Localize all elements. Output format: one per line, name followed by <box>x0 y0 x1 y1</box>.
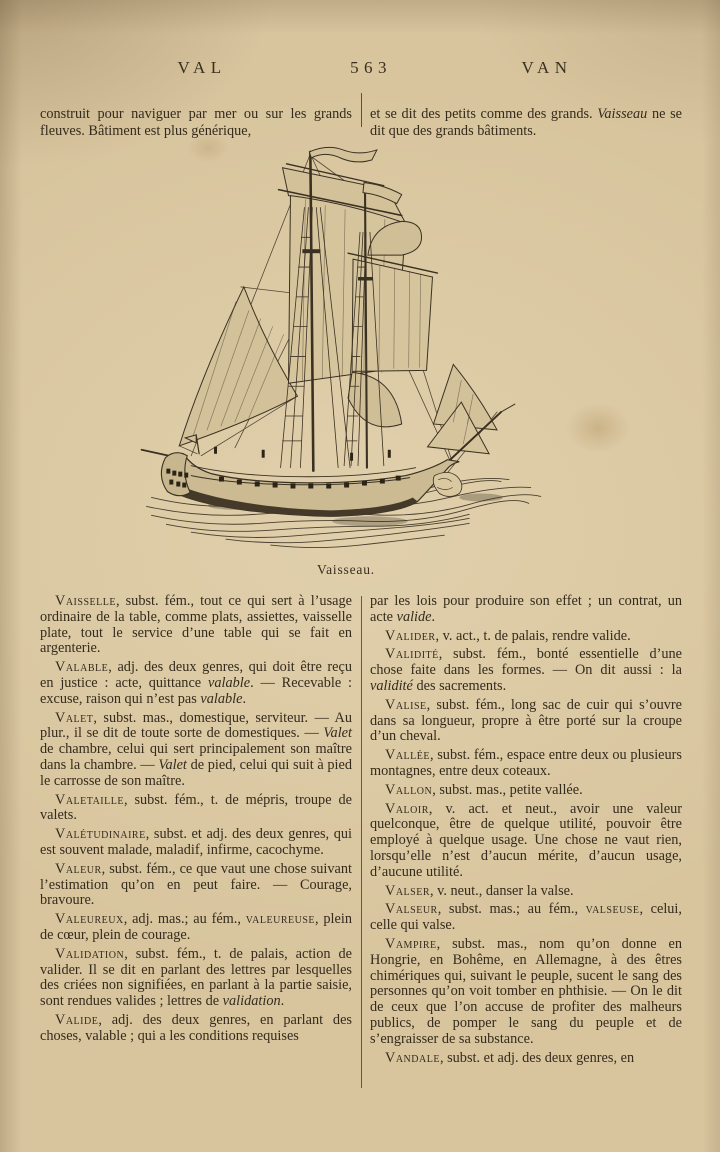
text-run: par les lois pour produire son effet ; un contrat, un acte <box>370 593 682 625</box>
dictionary-entry <box>370 748 682 780</box>
intro-column-divider <box>361 93 362 127</box>
dictionary-entry <box>40 793 352 825</box>
text-run: des sacrements. <box>412 677 507 694</box>
italic-term: validité <box>370 677 413 694</box>
headword: Valise <box>385 696 427 713</box>
dictionary-entry <box>40 912 352 944</box>
headword: Valet <box>55 709 94 726</box>
headword: Vandale <box>385 1049 440 1066</box>
text-run: , adj. mas.; au fém., <box>123 911 246 928</box>
text-run: , subst. et adj. des deux genres, en <box>439 1049 635 1066</box>
text-run: . — Recevable : excuse, raison qui n’est pas <box>40 674 353 707</box>
column-left <box>40 594 352 1088</box>
headword: Vampire <box>385 935 437 952</box>
headword: Vallée <box>385 747 430 764</box>
dictionary-entry <box>40 827 352 859</box>
italic-term: Vaisseau <box>597 106 648 123</box>
headword: valseuse <box>585 901 640 918</box>
headword: Valeureux <box>55 911 124 928</box>
text-run: . <box>242 690 247 707</box>
text-run: . <box>280 993 285 1010</box>
headword: Valseur <box>385 901 438 918</box>
italic-term: valide <box>396 608 432 625</box>
text-run: , subst. fém., ce que vaut une chose suivant l’estimation qu’on en peut faire. — Courage, bravoure. <box>40 860 352 909</box>
text-run: , v. act. et neut., avoir une valeur quelconque, être de quelque utilité, pouvoir être employé à quelque usage. Une chose ne vaut rien, lorsqu’elle n’est d’aucun mérite, d’aucun usage, d’aucune utilité. <box>370 800 682 880</box>
text-run: , subst. mas., nom qu’on donne en Hongrie, en Bohême, en Allemagne, à des êtres chimériques qui, suivant le peuple, sucent le sang des personnes qu’on voit tomber en phthisie. — On le dit de ceux que l’on accuse de profiter des malheurs publics, de pomper le sang du peuple et de s’engraisser de sa substance. <box>370 935 682 1047</box>
headword: Vallon <box>385 781 433 798</box>
headword: Validité <box>385 646 439 663</box>
intro-paragraph <box>370 106 682 140</box>
text-run: , subst. fém., t. de mépris, troupe de valets. <box>40 791 352 824</box>
text-run: . <box>431 608 436 625</box>
text-run: de pied, celui qui suit à pied le carrosse de son maître. <box>40 756 352 789</box>
running-head <box>0 58 720 82</box>
text-run: , adj. des deux genres, qui doit être reçu en justice : acte, quittance <box>40 659 352 691</box>
headword: Valétudinaire <box>55 826 146 843</box>
header-right-keyword: VAN <box>521 58 573 77</box>
headword: valeureuse <box>245 911 316 928</box>
italic-term: valable <box>200 690 243 707</box>
headword: Valetaille <box>55 791 124 808</box>
text-run: , plein de cœur, plein de courage. <box>40 911 352 943</box>
text-run: , subst. fém., espace entre deux ou plusieurs montagnes, entre deux coteaux. <box>370 747 682 779</box>
text-run: , subst. fém., bonté essentielle d’une chose faite dans les formes. — On dit aussi : la <box>370 646 682 679</box>
page-number: 563 <box>350 58 392 77</box>
dictionary-entry <box>370 937 682 1048</box>
headword: Valeur <box>55 860 102 877</box>
dictionary-entry <box>370 594 682 626</box>
text-run: , subst. mas., domestique, serviteur. — Au plur., il se dit de toute sorte de domestiques. — <box>40 709 352 742</box>
text-run: , v. act., t. de palais, rendre valide. <box>435 627 631 644</box>
ship-figure <box>50 138 670 560</box>
dictionary-entry <box>40 594 352 657</box>
dictionary-entry <box>370 698 682 745</box>
text-run: ne se dit que des grands bâtiments. <box>370 106 682 140</box>
italic-term: Valet <box>323 725 352 742</box>
dictionary-entry <box>40 711 352 790</box>
dictionary-entry <box>370 647 682 694</box>
headword: Valser <box>385 882 430 899</box>
text-run: de chambre, celui qui sert principalement son maître dans la chambre. — <box>40 741 352 773</box>
dictionary-entry <box>40 1013 352 1045</box>
dictionary-entry <box>370 802 682 881</box>
text-run: , subst. mas., petite vallée. <box>432 781 583 798</box>
intro-paragraph <box>40 106 352 140</box>
text-run: , adj. des deux genres, en parlant des choses, valable ; qui a les conditions requises <box>40 1011 352 1044</box>
dictionary-entry <box>40 862 352 909</box>
italic-term: validation <box>222 993 281 1010</box>
dictionary-entry <box>370 902 682 934</box>
text-run: et se dit des petits comme des grands. <box>370 106 598 123</box>
text-run: construit pour naviguer par mer ou sur les grands fleuves. Bâtiment est plus générique, <box>40 106 352 140</box>
dictionary-columns <box>40 594 683 1088</box>
headword: Valider <box>385 627 436 644</box>
headword: Valide <box>55 1011 99 1028</box>
column-divider <box>361 596 362 1088</box>
dictionary-entry <box>370 783 682 799</box>
headword: Vaisselle <box>55 593 116 609</box>
italic-term: valable <box>208 674 251 691</box>
text-run: , v. neut., danser la valse. <box>430 882 574 899</box>
ship-engraving <box>50 138 670 560</box>
headword: Valable <box>55 659 109 676</box>
text-run: , subst. mas.; au fém., <box>437 901 586 918</box>
text-run: , celui, celle qui valse. <box>370 901 682 934</box>
dictionary-entry <box>370 629 682 645</box>
text-run: , subst. et adj. des deux genres, qui est souvent malade, maladif, infirme, cacochyme. <box>40 826 352 858</box>
headword: Validation <box>55 945 125 962</box>
text-run: , subst. fém., t. de palais, action de valider. Il se dit en parlant des lettres par lesquelles des criées non signifiées, en parlant à la partie saisie, sont rendues valides ; lettres de <box>40 945 352 1010</box>
dictionary-entry <box>370 884 682 900</box>
column-right <box>370 594 682 1088</box>
headword: Valoir <box>385 800 429 817</box>
italic-term: Valet <box>158 756 187 773</box>
text-run: , subst. fém., tout ce qui sert à l’usage ordinaire de la table, comme plats, assiettes, vaisselle plate, tout le service d’une table qui se fait en argenterie. <box>40 593 352 657</box>
ship-caption: Vaisseau. <box>317 562 375 577</box>
dictionary-entry <box>370 1051 682 1067</box>
dictionary-entry <box>40 660 352 707</box>
header-left-keyword: VAL <box>177 58 227 77</box>
text-run: , subst. fém., long sac de cuir qui s’ouvre dans sa longueur, propre à être porté sur la croupe d’un cheval. <box>370 696 682 745</box>
dictionary-entry <box>40 947 352 1010</box>
